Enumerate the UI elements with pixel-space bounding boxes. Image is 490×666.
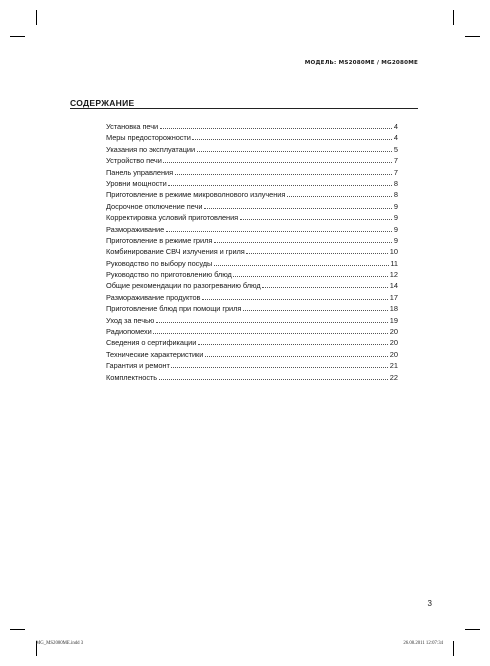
toc-entry-title: Комплектность — [106, 372, 158, 382]
toc-entry-page: 12 — [389, 270, 398, 280]
toc-dot-leader — [262, 287, 388, 288]
toc-entry-page: 10 — [389, 247, 398, 257]
toc-entry-page: 20 — [389, 349, 398, 359]
toc-entry-title: Приготовление блюд при помощи гриля — [106, 304, 242, 314]
toc-entry-title: Приготовление в режиме микроволнового излучения — [106, 190, 286, 200]
toc-entry — [106, 213, 398, 224]
toc-entry — [106, 293, 398, 304]
toc-entry-title: Корректировка условий приготовления — [106, 213, 239, 223]
toc-entry — [106, 361, 398, 372]
toc-entry-page: 9 — [393, 224, 398, 234]
toc-entry-page: 20 — [389, 338, 398, 348]
toc-entry-page: 7 — [393, 156, 398, 166]
toc-dot-leader — [202, 299, 388, 300]
crop-mark — [10, 36, 25, 37]
crop-mark — [10, 629, 25, 630]
toc-entry-page: 17 — [389, 292, 398, 302]
crop-mark — [465, 629, 480, 630]
toc-dot-leader — [246, 253, 388, 254]
toc-entry — [106, 156, 398, 167]
toc-entry-page: 9 — [393, 235, 398, 245]
toc-entry-title: Установка печи — [106, 122, 159, 131]
toc-dot-leader — [156, 322, 388, 323]
toc-dot-leader — [168, 185, 392, 186]
crop-mark — [465, 36, 480, 37]
crop-mark — [36, 10, 37, 25]
table-of-contents — [106, 122, 398, 384]
toc-entry-page: 21 — [389, 361, 398, 371]
toc-dot-leader — [214, 242, 393, 243]
toc-dot-leader — [192, 139, 392, 140]
toc-entry-title: Технические характеристики — [106, 349, 204, 359]
toc-entry-title: Приготовление в режиме гриля — [106, 235, 213, 245]
toc-entry-page: 9 — [393, 201, 398, 211]
toc-dot-leader — [159, 379, 389, 380]
toc-entry-title: Панель управления — [106, 167, 174, 177]
crop-mark — [453, 10, 454, 25]
toc-dot-leader — [153, 333, 388, 334]
toc-entry-title: Уровни мощности — [106, 178, 167, 188]
toc-entry-title: Устройство печи — [106, 156, 162, 166]
toc-entry — [106, 350, 398, 361]
title-divider — [70, 108, 418, 109]
toc-dot-leader — [175, 174, 393, 175]
toc-entry-page: 8 — [393, 178, 398, 188]
toc-entry-title: Руководство по выбору посуды — [106, 258, 213, 268]
toc-entry-page: 18 — [389, 304, 398, 314]
toc-entry-page: 8 — [393, 190, 398, 200]
footer-timestamp: 26.08.2011 12:07:34 — [403, 641, 443, 646]
toc-entry-page: 22 — [389, 372, 398, 382]
crop-mark — [453, 641, 454, 656]
toc-entry-page: 9 — [393, 213, 398, 223]
toc-entry — [106, 122, 398, 133]
section-title: СОДЕРЖАНИЕ — [70, 98, 135, 108]
toc-dot-leader — [287, 196, 393, 197]
toc-entry-page: 20 — [389, 327, 398, 337]
toc-entry — [106, 338, 398, 349]
toc-dot-leader — [171, 367, 388, 368]
toc-entry-title: Досрочное отключение печи — [106, 201, 203, 211]
toc-entry — [106, 179, 398, 190]
toc-entry-page: 5 — [393, 144, 398, 154]
toc-entry-page: 14 — [389, 281, 398, 291]
toc-entry — [106, 236, 398, 247]
toc-dot-leader — [198, 344, 388, 345]
toc-entry — [106, 373, 398, 384]
toc-entry — [106, 190, 398, 201]
toc-entry-title: Сведения о сертификации — [106, 338, 197, 348]
toc-entry-title: Размораживание продуктов — [106, 292, 201, 302]
toc-entry-title: Комбинирование СВЧ излучения и гриля — [106, 247, 245, 257]
toc-entry-page: 11 — [390, 258, 398, 268]
toc-dot-leader — [166, 231, 393, 232]
toc-entry — [106, 168, 398, 179]
toc-entry — [106, 281, 398, 292]
toc-dot-leader — [204, 208, 392, 209]
toc-entry-title: Радиопомехи — [106, 327, 152, 337]
footer-file: MG_MS2080ME.indd 3 — [36, 641, 84, 646]
toc-dot-leader — [214, 265, 389, 266]
toc-entry — [106, 304, 398, 315]
toc-entry — [106, 270, 398, 281]
toc-entry — [106, 327, 398, 338]
toc-entry-page: 7 — [393, 167, 398, 177]
toc-entry — [106, 145, 398, 156]
toc-entry-page: 19 — [389, 315, 398, 325]
toc-dot-leader — [240, 219, 393, 220]
toc-entry — [106, 316, 398, 327]
toc-entry-title: Размораживание — [106, 224, 165, 234]
toc-dot-leader — [163, 162, 392, 163]
toc-entry — [106, 202, 398, 213]
toc-entry — [106, 259, 398, 270]
toc-dot-leader — [160, 128, 393, 129]
toc-dot-leader — [197, 151, 393, 152]
toc-entry-title: Уход за печью — [106, 315, 155, 325]
toc-entry-page: 4 — [393, 122, 398, 131]
toc-entry — [106, 133, 398, 144]
toc-entry-title: Гарантия и ремонт — [106, 361, 170, 371]
page-number: 3 — [427, 599, 432, 608]
toc-dot-leader — [243, 310, 388, 311]
toc-entry — [106, 225, 398, 236]
toc-entry-title: Меры предосторожности — [106, 133, 191, 143]
toc-entry-title: Руководство по приготовлению блюд — [106, 270, 232, 280]
toc-entry-title: Общие рекомендации по разогреванию блюд — [106, 281, 261, 291]
toc-dot-leader — [233, 276, 388, 277]
toc-dot-leader — [205, 356, 388, 357]
model-header: МОДЕЛЬ: MS2080ME / MG2080ME — [304, 60, 418, 66]
toc-entry-title: Указания по эксплуатации — [106, 144, 196, 154]
toc-entry-page: 4 — [393, 133, 398, 143]
toc-entry — [106, 247, 398, 258]
